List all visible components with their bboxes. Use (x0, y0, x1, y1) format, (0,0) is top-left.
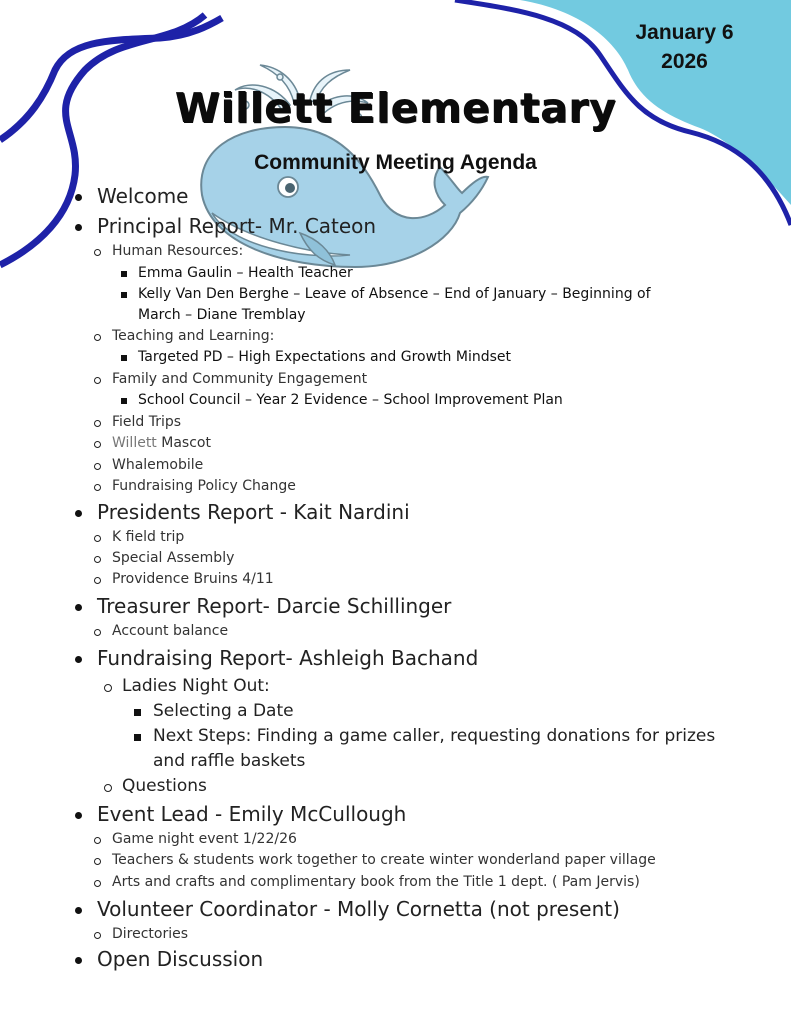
sub-sub-bullet (121, 292, 127, 298)
sub-sub-item-next-steps: Next Steps: Finding a game caller, requesting donations for prizes (153, 726, 716, 746)
sub-item-directories: Directories (112, 926, 189, 942)
sub-item-providence-bruins: Providence Bruins 4/11 (112, 571, 274, 587)
sub-bullet (94, 837, 101, 844)
sub-sub-item-hr-2-cont: March – Diane Tremblay (138, 307, 306, 323)
agenda-item-event-lead: Event Lead - Emily McCullough (97, 802, 407, 826)
bullet (75, 656, 82, 663)
sub-item-winter-wonderland: Teachers & students work together to create winter wonderland paper village (112, 852, 656, 868)
sub-item-ladies-night-out: Ladies Night Out: (122, 676, 270, 696)
page-title: Willett Elementary (174, 84, 617, 132)
sub-bullet (94, 463, 101, 470)
sub-bullet (94, 556, 101, 563)
date-month-day: January 6 (635, 21, 734, 44)
sub-item-human-resources: Human Resources: (112, 243, 244, 259)
bullet (75, 224, 82, 231)
sub-sub-bullet (121, 271, 127, 277)
mascot-word-mascot: Mascot (156, 435, 211, 451)
page-subtitle: Community Meeting Agenda (254, 151, 537, 174)
sub-bullet (94, 334, 101, 341)
sub-bullet (94, 441, 101, 448)
sub-bullet (104, 684, 112, 692)
agenda-item-treasurer-report: Treasurer Report- Darcie Schillinger (97, 594, 452, 618)
agenda-item-volunteer-coordinator: Volunteer Coordinator - Molly Cornetta (not present) (97, 897, 620, 921)
sub-item-arts-crafts: Arts and crafts and complimentary book from the Title 1 dept. ( Pam Jervis) (112, 874, 640, 890)
sub-item-account-balance: Account balance (112, 623, 229, 639)
sub-sub-item-selecting-date: Selecting a Date (153, 701, 294, 721)
sub-sub-item-tl-1: Targeted PD – High Expectations and Growth Mindset (138, 349, 512, 365)
sub-bullet (94, 249, 101, 256)
sub-sub-bullet (134, 734, 141, 741)
agenda-item-principal-report: Principal Report- Mr. Cateon (97, 214, 377, 238)
sub-bullet (94, 535, 101, 542)
sub-item-fundraising-policy: Fundraising Policy Change (112, 478, 296, 494)
sub-bullet (94, 629, 101, 636)
sub-bullet (94, 484, 101, 491)
agenda-item-presidents-report: Presidents Report - Kait Nardini (97, 500, 410, 524)
sub-bullet (94, 858, 101, 865)
sub-bullet (94, 880, 101, 887)
agenda-item-welcome: Welcome (97, 184, 189, 208)
bullet (75, 510, 82, 517)
sub-item-questions: Questions (122, 776, 207, 796)
sub-sub-item-next-steps-cont: and raffle baskets (153, 751, 306, 771)
sub-item-teaching-learning: Teaching and Learning: (112, 328, 275, 344)
sub-item-willett-mascot (112, 435, 211, 451)
sub-sub-item-hr-1: Emma Gaulin – Health Teacher (138, 265, 353, 281)
sub-bullet (94, 932, 101, 939)
agenda-item-open-discussion: Open Discussion (97, 947, 264, 971)
sub-item-family-community: Family and Community Engagement (112, 371, 368, 387)
date-year: 2026 (661, 50, 708, 73)
bullet (75, 957, 82, 964)
sub-sub-bullet (121, 355, 127, 361)
bullet (75, 907, 82, 914)
sub-item-field-trips: Field Trips (112, 414, 182, 430)
sub-bullet (104, 784, 112, 792)
sub-item-whalemobile: Whalemobile (112, 457, 204, 473)
sub-item-special-assembly: Special Assembly (112, 550, 235, 566)
sub-item-k-field-trip: K field trip (112, 529, 185, 545)
sub-sub-bullet (121, 398, 127, 404)
sub-sub-item-hr-2: Kelly Van Den Berghe – Leave of Absence – End of January – Beginning of (138, 286, 651, 302)
sub-bullet (94, 577, 101, 584)
sub-bullet (94, 377, 101, 384)
bullet (75, 604, 82, 611)
agenda-item-fundraising-report: Fundraising Report- Ashleigh Bachand (97, 646, 479, 670)
mascot-word-willett: Willett (112, 435, 157, 451)
sub-item-game-night: Game night event 1/22/26 (112, 831, 297, 847)
sub-sub-bullet (134, 709, 141, 716)
sub-sub-item-fce-1: School Council – Year 2 Evidence – School Improvement Plan (138, 392, 563, 408)
sub-bullet (94, 420, 101, 427)
bullet (75, 812, 82, 819)
bullet (75, 194, 82, 201)
